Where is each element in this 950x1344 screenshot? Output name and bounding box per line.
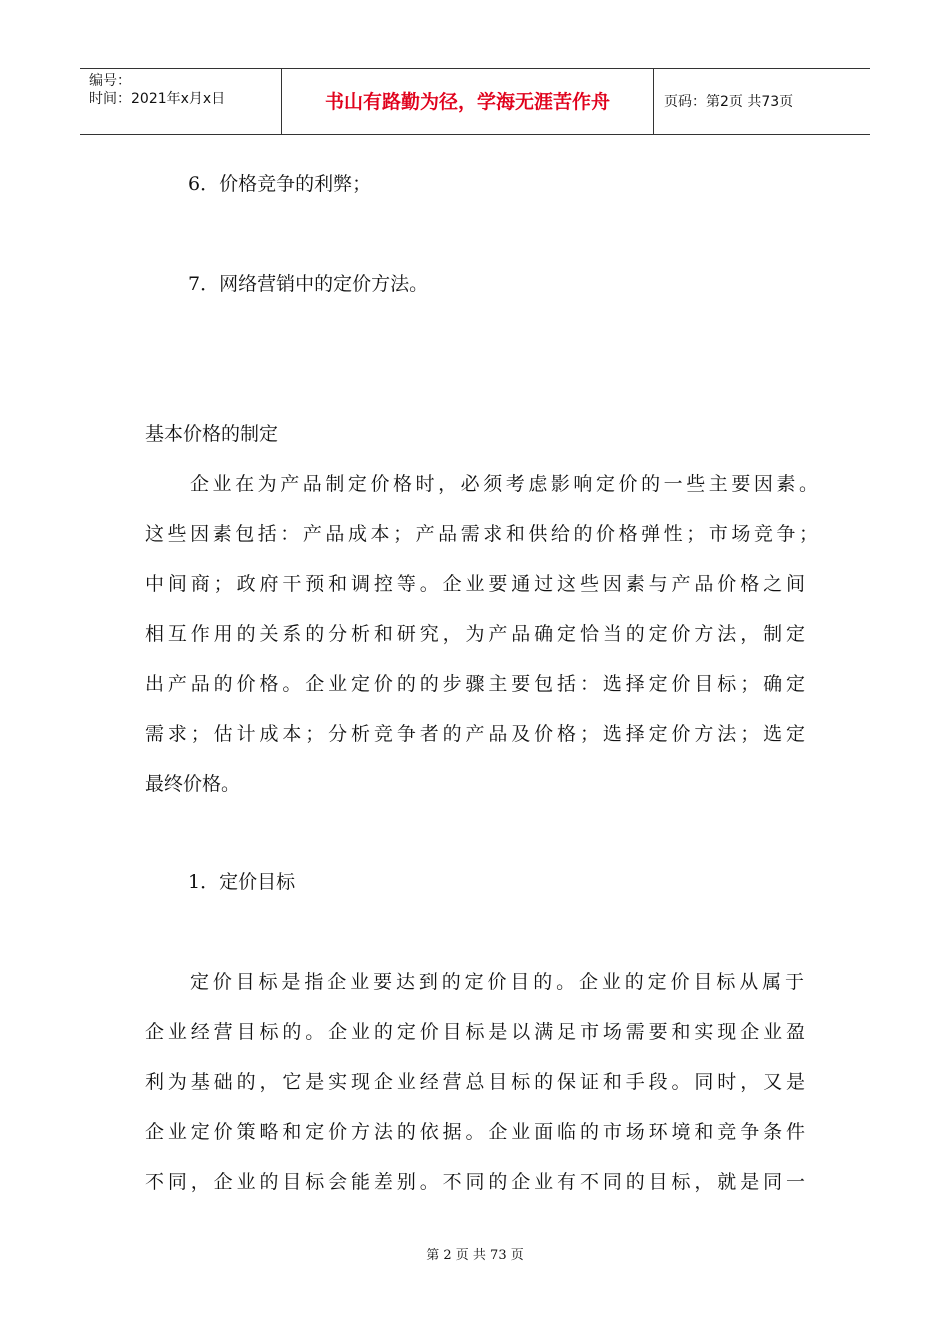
section-title: 基本价格的制定: [145, 423, 279, 445]
document-time-label: 时间：2021年x月x日: [89, 91, 226, 107]
header-left-cell: [80, 69, 282, 134]
paragraph-line: 相互作用的关系的分析和研究，为产品确定恰当的定价方法，制定: [145, 623, 805, 645]
paragraph-line: 需求；估计成本；分析竞争者的产品及价格；选择定价方法；选定: [145, 723, 805, 745]
paragraph-line: 企业经营目标的。企业的定价目标是以满足市场需要和实现企业盈: [145, 1021, 805, 1043]
list-item-6: 6．价格竞争的利弊；: [188, 173, 372, 195]
paragraph-line: 最终价格。: [145, 773, 241, 795]
paragraph-line: 中间商；政府干预和调控等。企业要通过这些因素与产品价格之间: [145, 573, 805, 595]
header-page-info: 页码：第2页 共73页: [664, 94, 794, 110]
document-number-label: 编号：: [89, 73, 131, 89]
paragraph-line: 出产品的价格。企业定价的的步骤主要包括：选择定价目标；确定: [145, 673, 805, 695]
paragraph-line: 企业在为产品制定价格时，必须考虑影响定价的一些主要因素。: [190, 473, 818, 495]
page-footer: 第 2 页 共 73 页: [426, 1248, 524, 1263]
paragraph-line: 利为基础的，它是实现企业经营总目标的保证和手段。同时，又是: [145, 1071, 805, 1093]
paragraph-line: 企业定价策略和定价方法的依据。企业面临的市场环境和竞争条件: [145, 1121, 805, 1143]
paragraph-line: 这些因素包括：产品成本；产品需求和供给的价格弹性；市场竞争；: [145, 523, 818, 545]
paragraph-line: 不同，企业的目标会能差别。不同的企业有不同的目标，就是同一: [145, 1171, 805, 1193]
subsection-title: 1．定价目标: [188, 871, 296, 893]
header-motto: 书山有路勤为径，学海无涯苦作舟: [282, 69, 654, 134]
list-item-7: 7．网络营销中的定价方法。: [188, 273, 429, 295]
page-header: [80, 68, 870, 135]
paragraph-line: 定价目标是指企业要达到的定价目的。企业的定价目标从属于: [190, 971, 804, 993]
